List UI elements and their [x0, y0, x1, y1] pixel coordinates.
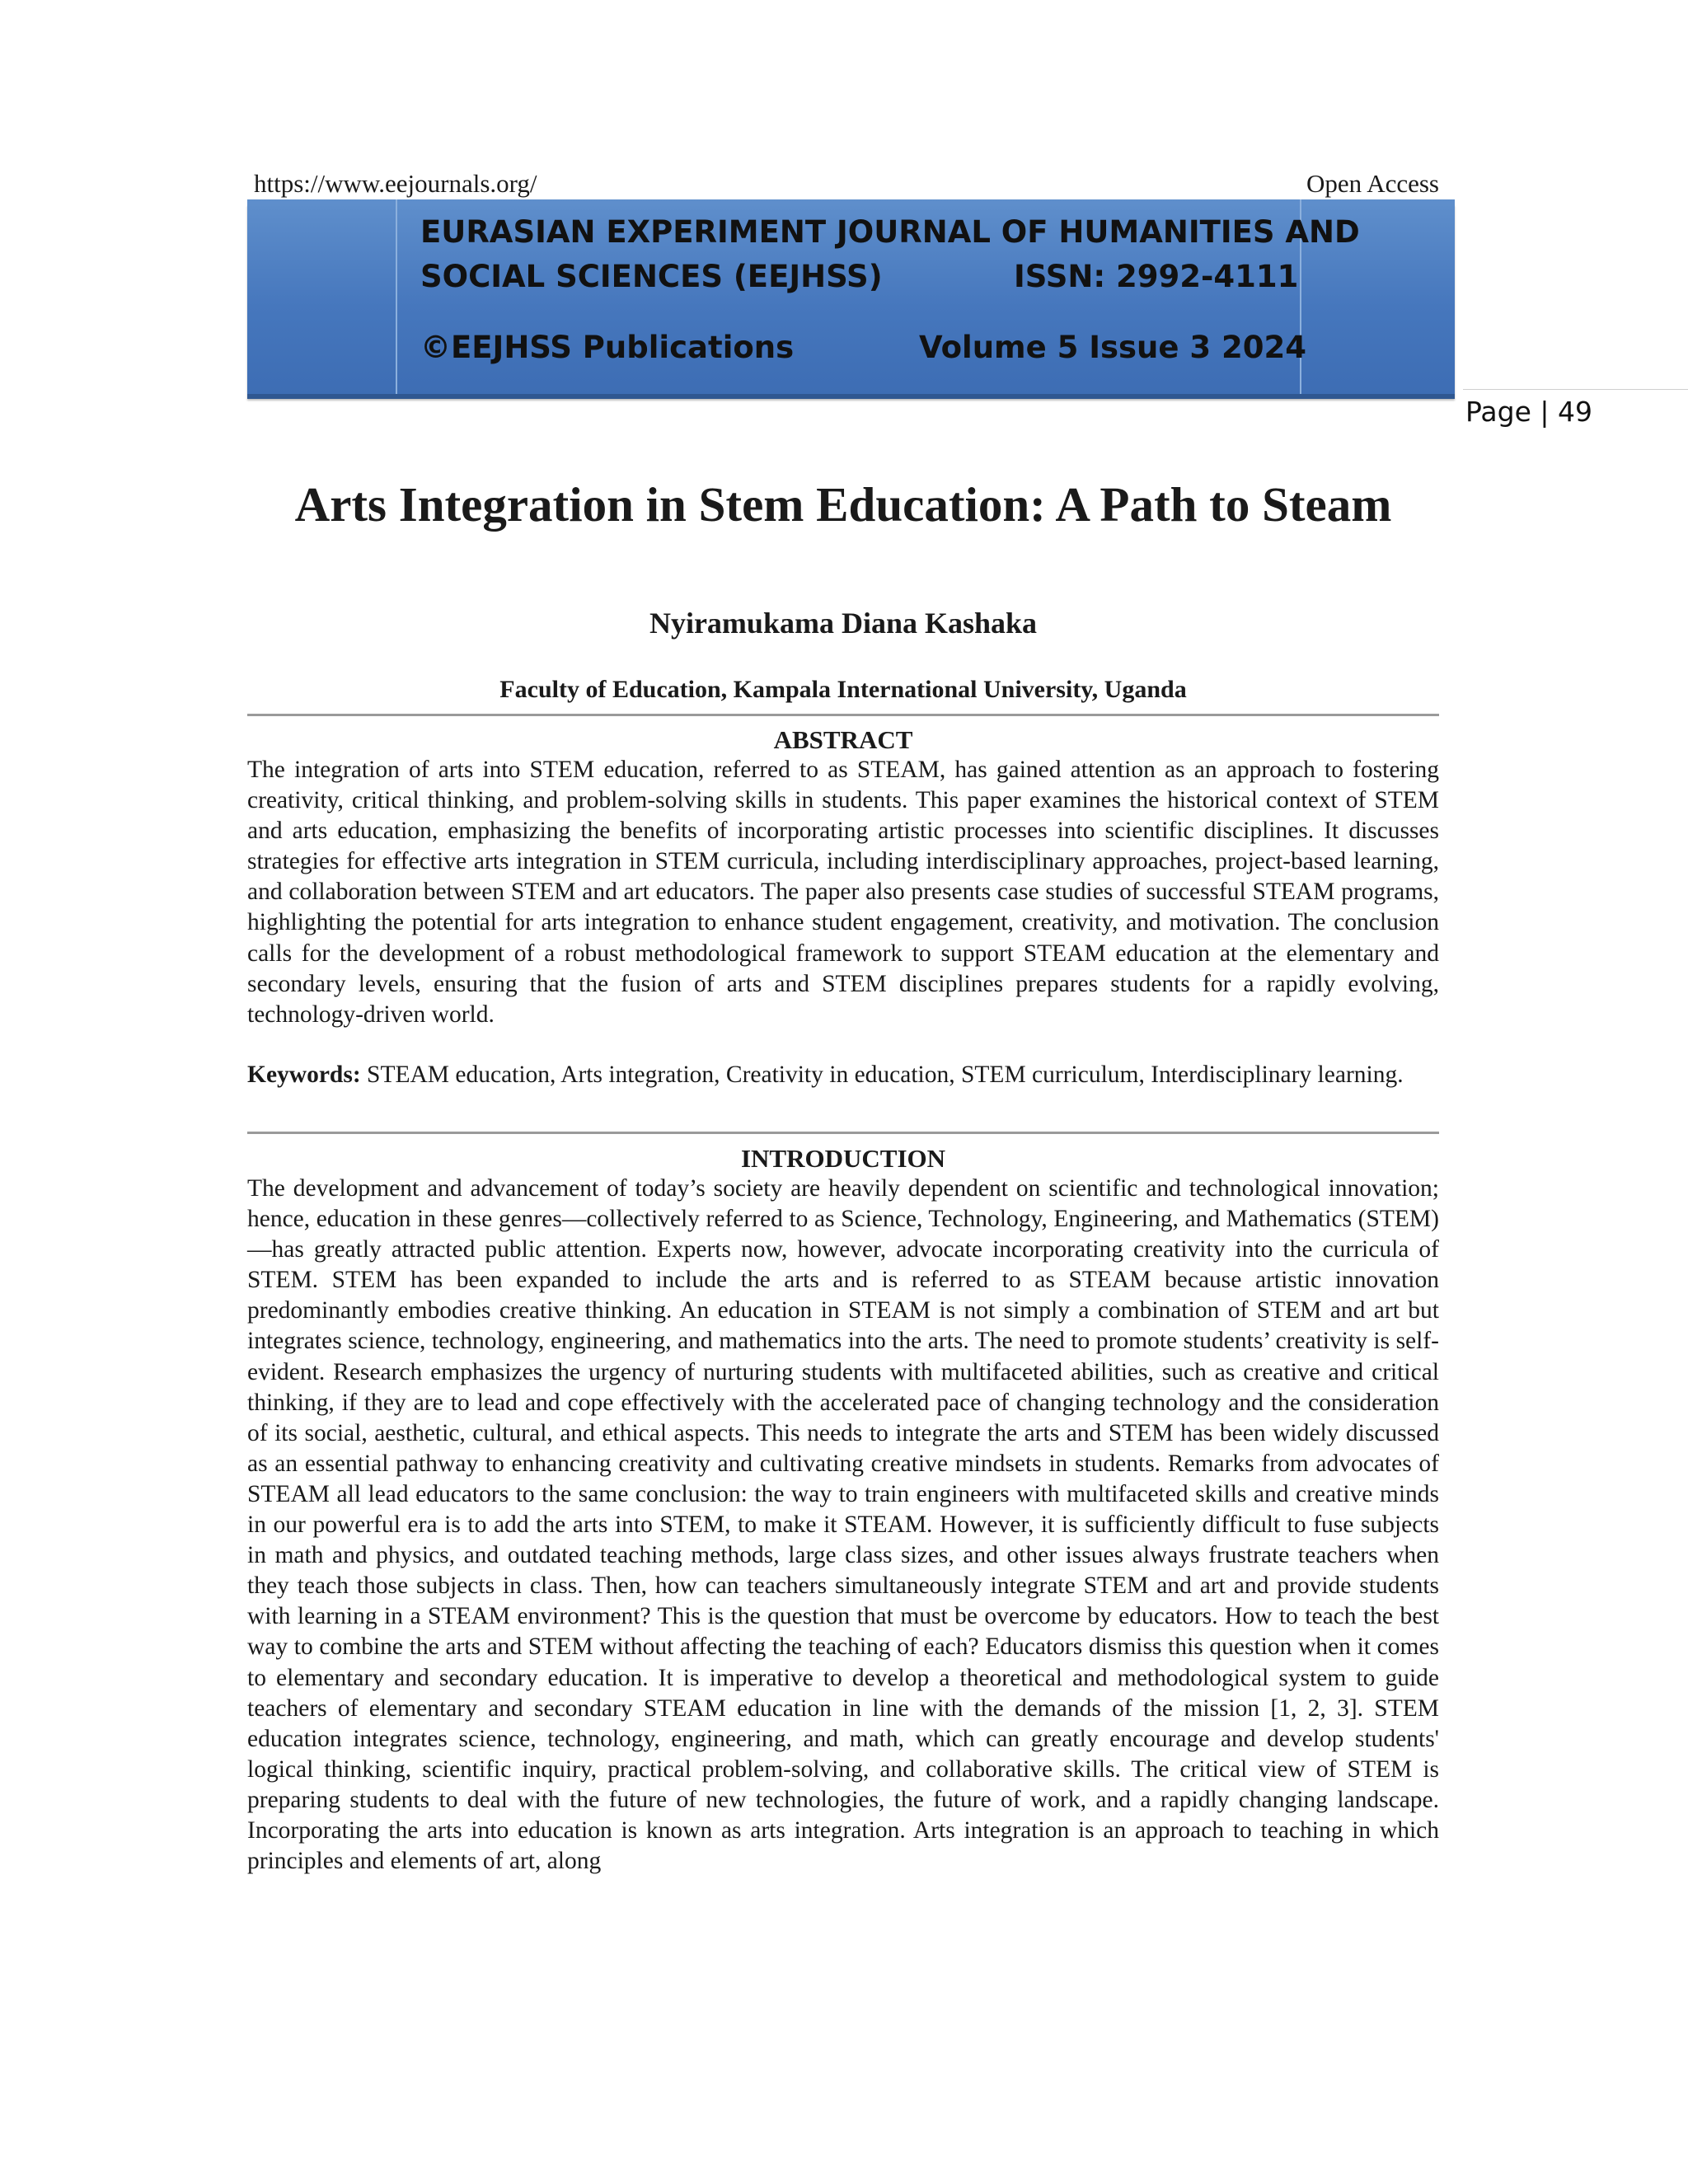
journal-banner: [247, 199, 1455, 394]
volume-issue: Volume 5 Issue 3 2024: [919, 330, 1306, 365]
section-divider: [247, 714, 1439, 716]
journal-name-line1: EURASIAN EXPERIMENT JOURNAL OF HUMANITIES AND: [420, 214, 1360, 250]
section-divider: [247, 1132, 1439, 1134]
author-name: Nyiramukama Diana Kashaka: [649, 607, 1038, 640]
introduction-heading: INTRODUCTION: [740, 1144, 946, 1173]
keywords: [247, 1060, 1439, 1090]
introduction-body: The development and advancement of today’s society are heavily dependent on scientific and technological innovation; hence, education in these genres—collectively referred to as Science, Technology, Engineering, and Mathematics (STEM)—has greatly attracted public attention. Experts now, however, advocate incorporating creativity into the curricula of STEM. STEM has been expanded to include the arts and is referred to as STEAM because artistic innovation predominantly embodies creative thinking. An education in STEAM is not simply a combination of STEM and art but integrates science, technology, engineering, and mathematics into the arts. The need to promote students’ creativity is self-evident. Research emphasizes the urgency of nurturing students with multifaceted abilities, such as creative and critical thinking, if they are to lead and cope effectively with the accelerated pace of changing technology and the consideration of its social, aesthetic, cultural, and ethical aspects. This needs to integrate the arts and STEM has been widely discussed as an essential pathway to enhancing creativity and cultivating creative mindsets in students. Remarks from advocates of STEAM all lead educators to the same conclusion: the way to train engineers with multifaceted skills and creative minds in our powerful era is to add the arts into STEM, to make it STEAM. However, it is sufficiently difficult to fuse subjects in math and physics, and outdated teaching methods, large class sizes, and other issues always frustrate teachers when they teach those subjects in class. Then, how can teachers simultaneously integrate STEM and art and provide students with learning in a STEAM environment? This is the question that must be overcome by educators. How to teach the best way to combine the arts and STEM without affecting the teaching of each? Educators dismiss this question when it comes to elementary and secondary education. It is imperative to develop a theoretical and methodological system to guide teachers of elementary and secondary STEAM education in line with the demands of the mission [1, 2, 3]. STEM education integrates science, technology, engineering, and math, which can greatly encourage and develop students' logical thinking, scientific inquiry, practical problem-solving, and collaborative skills. The critical view of STEM is preparing students to deal with the future of new technologies, the future of work, and a rapidly changing landscape. Incorporating the arts into education is known as arts integration. Arts integration is an approach to teaching in which principles and elements of art, along: [247, 1175, 1439, 1875]
issn: ISSN: 2992-4111: [1014, 259, 1299, 294]
keywords-list: STEAM education, Arts integration, Creativity in education, STEM curriculum, Interdisciplinary learning.: [367, 1062, 1404, 1088]
author-affiliation: Faculty of Education, Kampala International University, Uganda: [499, 676, 1187, 703]
abstract-body: The integration of arts into STEM education, referred to as STEAM, has gained attention as an approach to fostering creativity, critical thinking, and problem-solving skills in students. This paper examines the historical context of STEM and arts education, emphasizing the benefits of incorporating artistic processes into scientific disciplines. It discusses strategies for effective arts integration in STEM curricula, including interdisciplinary approaches, project-based learning, and collaboration between STEM and art educators. The paper also presents case studies of successful STEAM programs, highlighting the potential for arts integration to enhance student engagement, creativity, and motivation. The conclusion calls for the development of a robust methodological framework to support STEAM education at the elementary and secondary levels, ensuring that the fusion of arts and STEM disciplines prepares students for a rapidly evolving, technology-driven world.: [247, 757, 1439, 1028]
journal-url: https://www.eejournals.org/: [254, 169, 537, 198]
abstract-heading: ABSTRACT: [773, 725, 913, 754]
open-access-label: Open Access: [1306, 169, 1439, 198]
page-number: Page | 49: [1465, 396, 1592, 428]
banner-divider-left: [396, 199, 397, 394]
publisher: ©EEJHSS Publications: [420, 330, 795, 365]
journal-name-line2: SOCIAL SCIENCES (EEJHSS): [420, 259, 883, 294]
page-number-rule: [1463, 389, 1688, 390]
keywords-label: Keywords:: [247, 1062, 361, 1088]
paper-title: Arts Integration in Stem Education: A Path to Steam: [294, 477, 1392, 532]
